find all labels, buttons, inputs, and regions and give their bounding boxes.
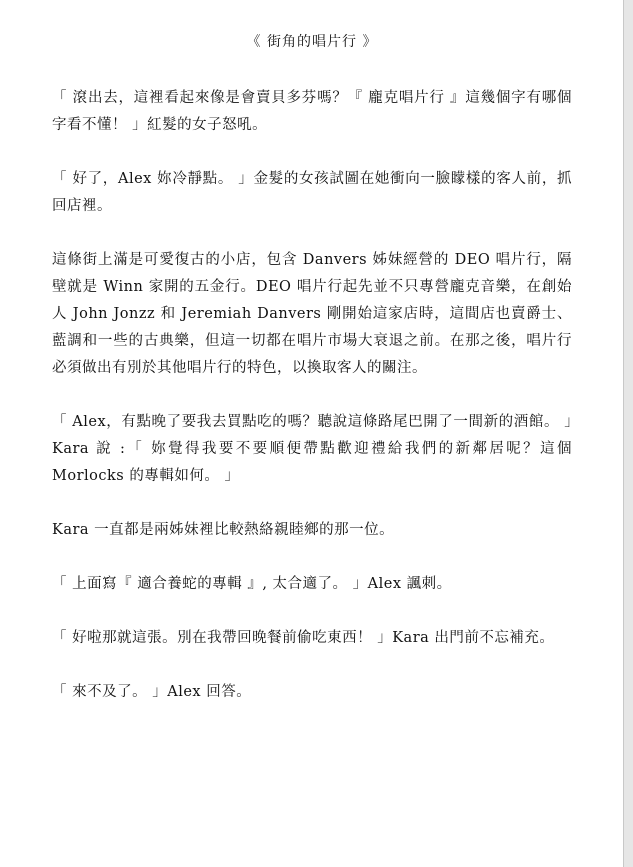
document-body — [52, 85, 572, 733]
paragraph: 這條街上滿是可愛復古的小店，包含 Danvers 姊妹經營的 DEO 唱片行，隔壁就是 Winn 家開的五金行。DEO 唱片行起先並不只專營龐克音樂，在創始人 John Jonzz 和 Jeremiah Danvers 剛開始這家店時，這間店也賣爵士、藍調和一些的古典樂，但這一切都在唱片市場大衰退之前。在那之後，唱片行必須做出有別於其他唱片行的特色，以換取客人的關注。 — [52, 252, 572, 376]
paragraph: Kara 一直都是兩姊妹裡比較熱絡親睦鄉的那一位。 — [52, 522, 395, 538]
paragraph: 「 來不及了。 」Alex 回答。 — [52, 684, 252, 700]
paragraph: 「 Alex，有點晚了要我去買點吃的嗎？聽說這條路尾巴開了一間新的酒館。 」Kara 說 :「 妳覺得我要不要順便帶點歡迎禮給我們的新鄰居呢？這個 Morlocks 的專輯如何。 」 — [52, 414, 572, 484]
paragraph: 「 滾出去，這裡看起來像是會賣貝多芬嗎？『 龐克唱片行 』這幾個字有哪個字看不懂！ 」紅髮的女子怒吼。 — [52, 90, 572, 133]
scrollbar-track[interactable] — [624, 0, 633, 867]
document-title: 《 街角的唱片行 》 — [246, 34, 378, 50]
paragraph: 「 好啦那就這張。別在我帶回晚餐前偷吃東西！ 」Kara 出門前不忘補充。 — [52, 630, 555, 646]
paragraph: 「 上面寫『 適合養蛇的專輯 』, 太合適了。 」Alex 諷刺。 — [52, 576, 452, 592]
paragraph: 「 好了，Alex 妳冷靜點。 」金髮的女孩試圖在她衝向一臉矇樣的客人前，抓回店裡。 — [52, 171, 572, 214]
